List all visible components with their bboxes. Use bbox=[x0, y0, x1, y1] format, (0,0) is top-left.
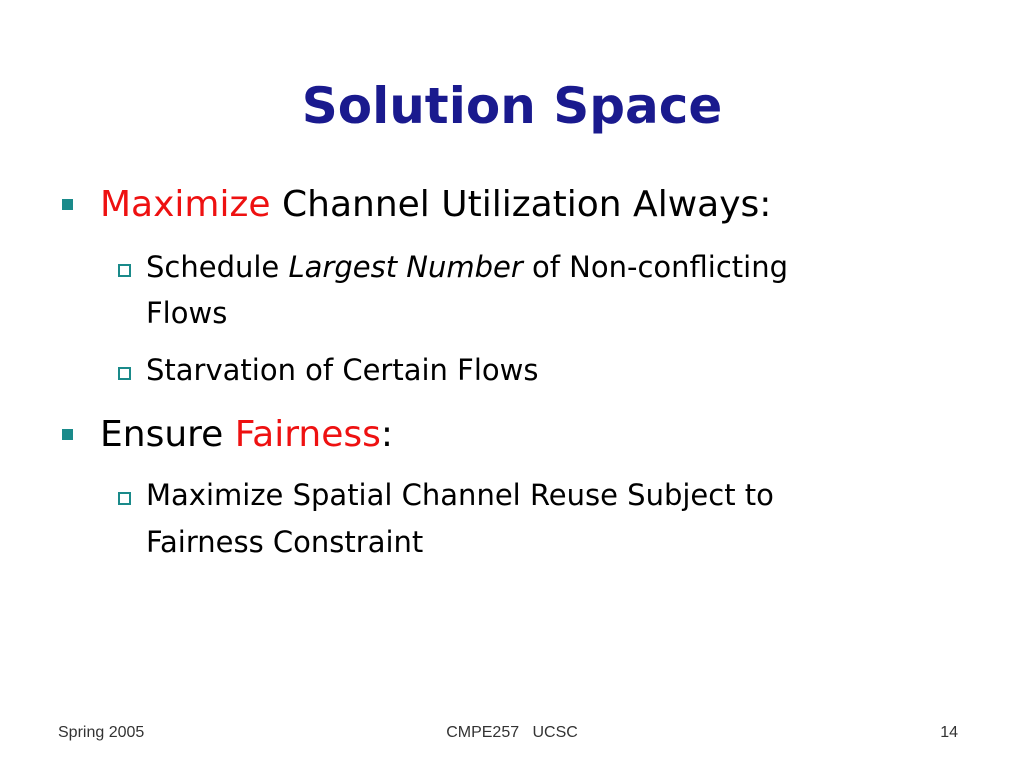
hollow-square-bullet-icon bbox=[118, 367, 131, 380]
text-spatial-reuse: Maximize Spatial Channel Reuse Subject to bbox=[146, 478, 774, 512]
footer-course: CMPE257 UCSC bbox=[446, 724, 578, 741]
footer-page-number: 14 bbox=[940, 724, 958, 741]
text-fairness-constraint: Fairness Constraint bbox=[146, 525, 424, 559]
bullet-text bbox=[100, 183, 771, 227]
text-colon: : bbox=[380, 414, 393, 455]
hollow-square-bullet-icon bbox=[118, 264, 131, 277]
highlight-fairness: Fairness bbox=[234, 414, 381, 455]
square-bullet-icon bbox=[62, 199, 73, 210]
text-schedule: Schedule bbox=[146, 250, 289, 284]
highlight-maximize: Maximize bbox=[100, 184, 271, 225]
square-bullet-icon bbox=[62, 429, 73, 440]
text-largest-number: Largest Number bbox=[288, 250, 523, 284]
text-ensure: Ensure bbox=[100, 414, 235, 455]
sub-bullet-text bbox=[146, 249, 946, 285]
slide-title: Solution Space bbox=[301, 77, 723, 135]
text-non-conflicting: of Non-conflicting bbox=[522, 250, 789, 284]
text-starvation: Starvation of Certain Flows bbox=[146, 353, 539, 387]
footer-date: Spring 2005 bbox=[58, 724, 145, 741]
bullet-text bbox=[100, 413, 393, 457]
bullet-rest-text: Channel Utilization Always: bbox=[270, 184, 772, 225]
hollow-square-bullet-icon bbox=[118, 492, 131, 505]
text-flows: Flows bbox=[146, 296, 228, 330]
